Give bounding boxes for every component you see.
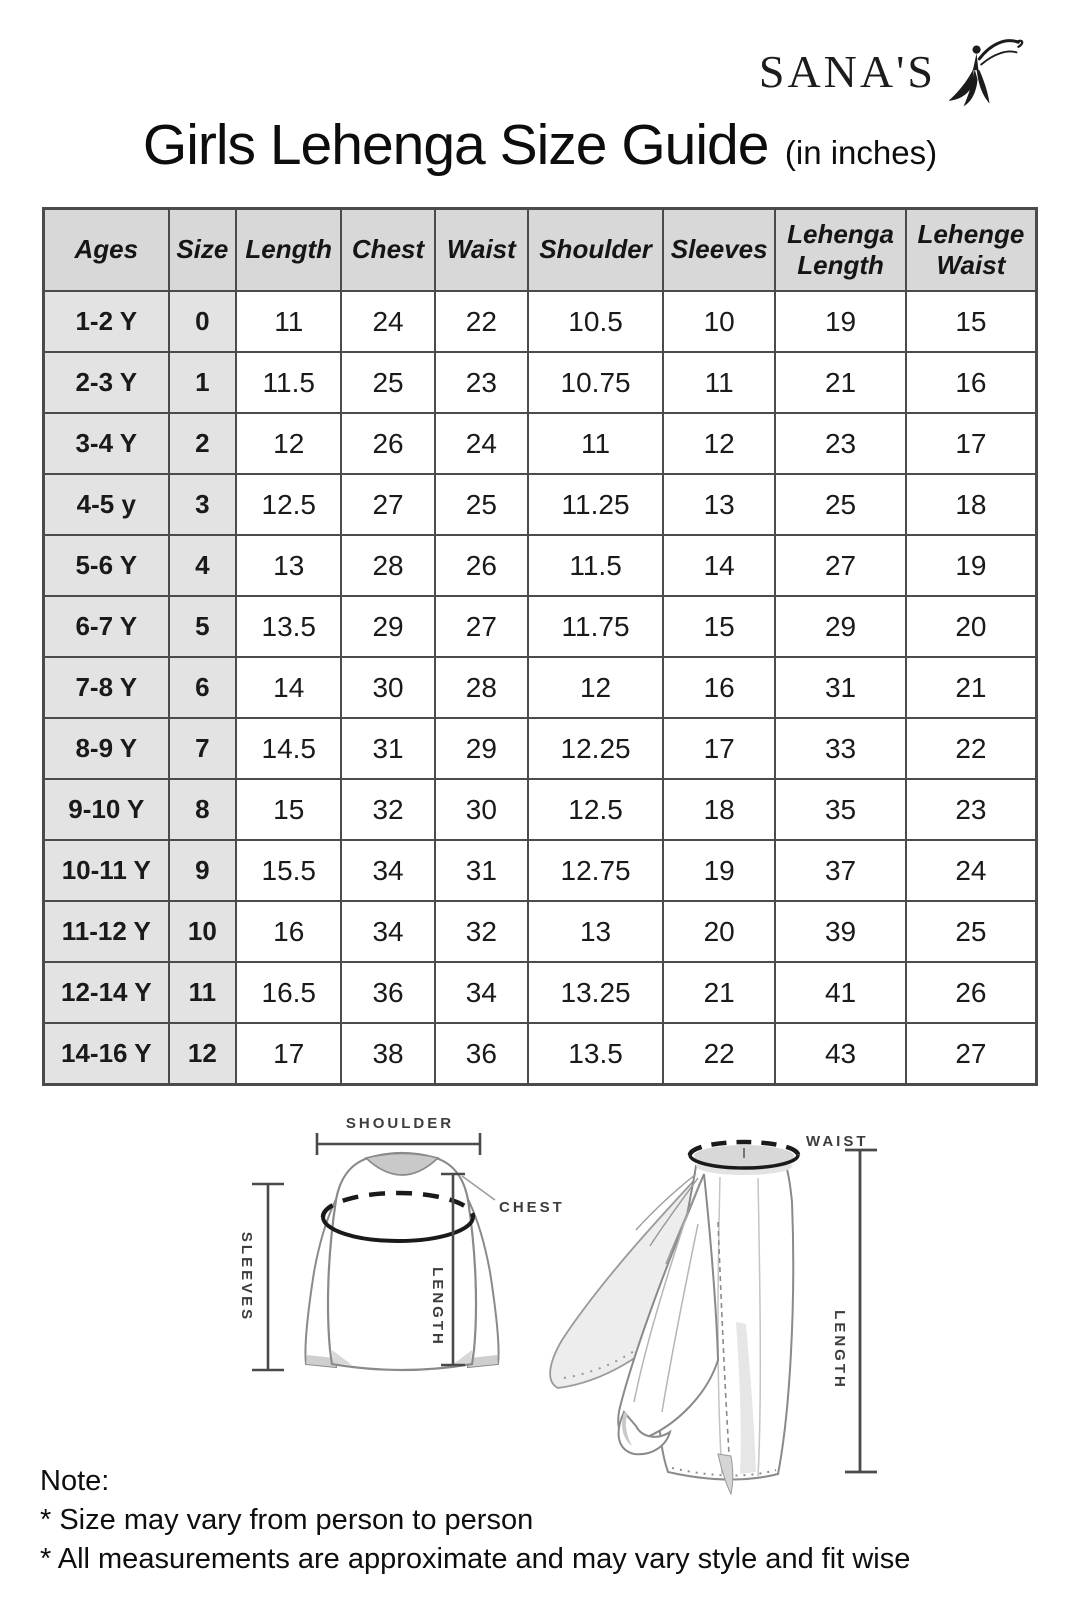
cell-waist: 29 [435,718,528,779]
brand-name: SANA'S [758,45,936,97]
cell-chest: 36 [341,962,434,1023]
cell-lehenga-length: 19 [775,291,906,352]
cell-ages: 4-5 y [44,474,169,535]
column-header-sleeves: Sleeves [663,209,775,292]
cell-shoulder: 11.5 [528,535,663,596]
cell-waist: 32 [435,901,528,962]
note-line: * Size may vary from person to person [40,1504,534,1536]
table-row [44,657,1037,718]
table-row [44,1023,1037,1085]
column-header-size: Size [169,209,237,292]
cell-size: 4 [169,535,237,596]
cell-chest: 27 [341,474,434,535]
table-header-row [44,209,1037,292]
cell-shoulder: 12.25 [528,718,663,779]
cell-waist: 23 [435,352,528,413]
notes-heading: Note: [40,1465,110,1497]
cell-lehenge-waist: 27 [906,1023,1037,1085]
cell-chest: 38 [341,1023,434,1085]
table-row [44,779,1037,840]
cell-sleeves: 13 [663,474,775,535]
lehenga-measurement-diagram [520,1082,910,1502]
cell-ages: 9-10 Y [44,779,169,840]
cell-ages: 8-9 Y [44,718,169,779]
cell-waist: 27 [435,596,528,657]
cell-lehenga-length: 29 [775,596,906,657]
waist-label: WAIST [806,1133,869,1150]
cell-length: 14 [236,657,341,718]
cell-chest: 24 [341,291,434,352]
cell-shoulder: 12.75 [528,840,663,901]
cell-lehenge-waist: 18 [906,474,1037,535]
cell-ages: 11-12 Y [44,901,169,962]
cell-length: 16.5 [236,962,341,1023]
lehenga-drawing [550,1142,798,1494]
cell-size: 10 [169,901,237,962]
cell-size: 11 [169,962,237,1023]
table-row [44,901,1037,962]
cell-sleeves: 15 [663,596,775,657]
cell-sleeves: 12 [663,413,775,474]
cell-lehenga-length: 23 [775,413,906,474]
cell-shoulder: 12 [528,657,663,718]
cell-ages: 7-8 Y [44,657,169,718]
cell-waist: 30 [435,779,528,840]
cell-waist: 26 [435,535,528,596]
cell-size: 2 [169,413,237,474]
cell-ages: 14-16 Y [44,1023,169,1085]
cell-sleeves: 20 [663,901,775,962]
cell-size: 5 [169,596,237,657]
table-row [44,474,1037,535]
size-table [42,207,1038,1086]
cell-lehenge-waist: 23 [906,779,1037,840]
page-title-units: (in inches) [784,134,938,171]
cell-sleeves: 21 [663,962,775,1023]
lehenga-length-measure-line [845,1150,877,1472]
cell-sleeves: 16 [663,657,775,718]
cell-size: 7 [169,718,237,779]
cell-lehenga-length: 31 [775,657,906,718]
cell-waist: 22 [435,291,528,352]
cell-sleeves: 19 [663,840,775,901]
column-header-chest: Chest [341,209,434,292]
cell-lehenga-length: 35 [775,779,906,840]
cell-length: 12 [236,413,341,474]
cell-size: 3 [169,474,237,535]
cell-sleeves: 18 [663,779,775,840]
page-title-main: Girls Lehenga Size Guide [142,113,769,177]
cell-shoulder: 11 [528,413,663,474]
cell-sleeves: 22 [663,1023,775,1085]
cell-size: 8 [169,779,237,840]
cell-shoulder: 13 [528,901,663,962]
cell-lehenge-waist: 15 [906,291,1037,352]
cell-ages: 10-11 Y [44,840,169,901]
cell-size: 1 [169,352,237,413]
cell-chest: 26 [341,413,434,474]
blouse-drawing [305,1153,498,1370]
cell-sleeves: 17 [663,718,775,779]
blouse-length-label: LENGTH [429,1267,446,1347]
column-header-lehenge-waist: Lehenge Waist [906,209,1037,292]
shoulder-label: SHOULDER [345,1115,455,1132]
cell-shoulder: 10.75 [528,352,663,413]
cell-lehenga-length: 41 [775,962,906,1023]
cell-shoulder: 13.25 [528,962,663,1023]
cell-lehenge-waist: 24 [906,840,1037,901]
table-row [44,962,1037,1023]
cell-lehenge-waist: 22 [906,718,1037,779]
cell-ages: 1-2 Y [44,291,169,352]
table-row [44,352,1037,413]
cell-lehenge-waist: 19 [906,535,1037,596]
cell-lehenge-waist: 26 [906,962,1037,1023]
cell-lehenge-waist: 20 [906,596,1037,657]
cell-lehenga-length: 27 [775,535,906,596]
cell-length: 13.5 [236,596,341,657]
cell-chest: 31 [341,718,434,779]
cell-length: 12.5 [236,474,341,535]
column-header-lehenga-length: Lehenga Length [775,209,906,292]
cell-length: 16 [236,901,341,962]
table-row [44,840,1037,901]
cell-chest: 34 [341,840,434,901]
cell-waist: 31 [435,840,528,901]
cell-size: 12 [169,1023,237,1085]
cell-shoulder: 11.75 [528,596,663,657]
cell-shoulder: 11.25 [528,474,663,535]
cell-ages: 3-4 Y [44,413,169,474]
cell-shoulder: 12.5 [528,779,663,840]
note-line: * All measurements are approximate and may vary style and fit wise [40,1543,911,1575]
column-header-waist: Waist [435,209,528,292]
table-row [44,596,1037,657]
cell-chest: 25 [341,352,434,413]
cell-shoulder: 10.5 [528,291,663,352]
lehenga-length-label: LENGTH [831,1310,848,1390]
cell-length: 14.5 [236,718,341,779]
cell-length: 11 [236,291,341,352]
cell-chest: 30 [341,657,434,718]
cell-lehenge-waist: 17 [906,413,1037,474]
cell-size: 6 [169,657,237,718]
cell-ages: 6-7 Y [44,596,169,657]
table-row [44,413,1037,474]
cell-ages: 2-3 Y [44,352,169,413]
cell-lehenga-length: 25 [775,474,906,535]
sleeves-label: SLEEVES [238,1231,255,1323]
cell-lehenge-waist: 25 [906,901,1037,962]
cell-lehenga-length: 39 [775,901,906,962]
page-title [0,112,1080,178]
table-row [44,291,1037,352]
cell-lehenge-waist: 16 [906,352,1037,413]
table-row [44,535,1037,596]
cell-length: 15.5 [236,840,341,901]
cell-sleeves: 14 [663,535,775,596]
dancing-dress-icon [944,30,1024,112]
cell-chest: 29 [341,596,434,657]
cell-size: 9 [169,840,237,901]
notes-section [40,1462,910,1579]
cell-chest: 32 [341,779,434,840]
cell-lehenga-length: 43 [775,1023,906,1085]
column-header-shoulder: Shoulder [528,209,663,292]
shoulder-measure-line [317,1133,480,1155]
table-body [44,291,1037,1085]
cell-lehenga-length: 33 [775,718,906,779]
cell-ages: 12-14 Y [44,962,169,1023]
table-row [44,718,1037,779]
cell-waist: 28 [435,657,528,718]
cell-sleeves: 11 [663,352,775,413]
cell-length: 17 [236,1023,341,1085]
cell-sleeves: 10 [663,291,775,352]
cell-waist: 25 [435,474,528,535]
column-header-length: Length [236,209,341,292]
cell-waist: 24 [435,413,528,474]
cell-lehenga-length: 21 [775,352,906,413]
chest-label: CHEST [499,1199,565,1216]
sleeves-measure-line [252,1184,284,1370]
cell-chest: 34 [341,901,434,962]
cell-length: 13 [236,535,341,596]
cell-lehenge-waist: 21 [906,657,1037,718]
cell-length: 11.5 [236,352,341,413]
cell-ages: 5-6 Y [44,535,169,596]
cell-waist: 36 [435,1023,528,1085]
column-header-ages: Ages [44,209,169,292]
brand-logo [759,30,1024,112]
cell-shoulder: 13.5 [528,1023,663,1085]
cell-length: 15 [236,779,341,840]
cell-waist: 34 [435,962,528,1023]
cell-size: 0 [169,291,237,352]
cell-chest: 28 [341,535,434,596]
cell-lehenga-length: 37 [775,840,906,901]
